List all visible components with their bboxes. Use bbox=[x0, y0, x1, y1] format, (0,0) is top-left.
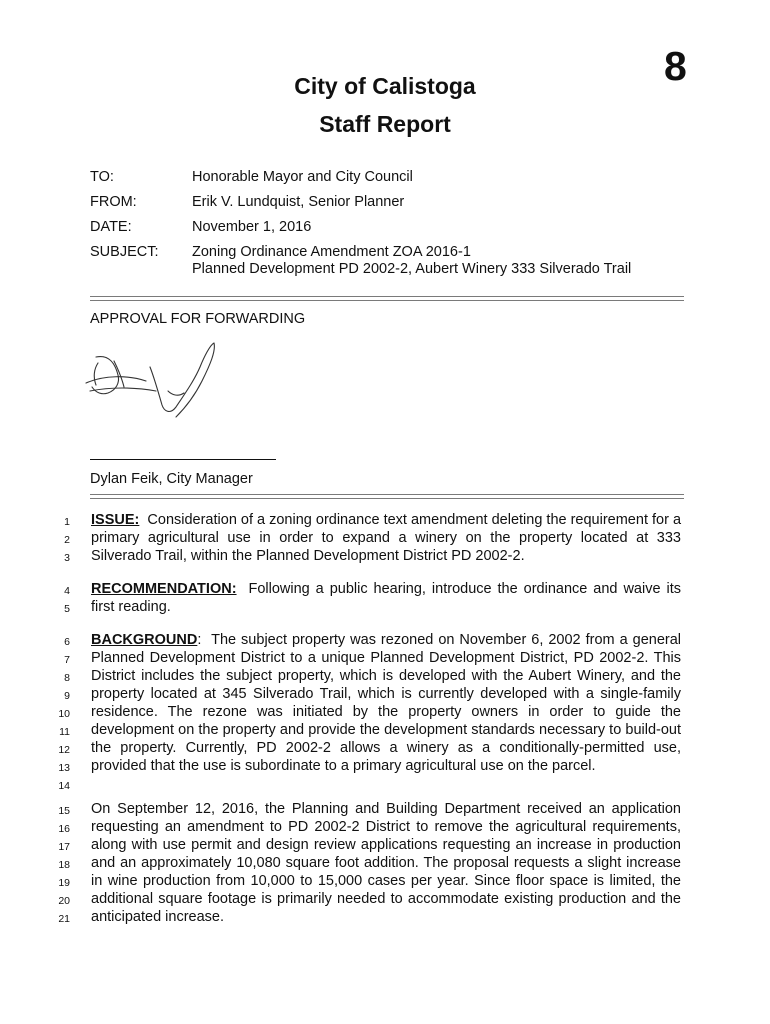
application-text: On September 12, 2016, the Planning and Building Department received an application requesting an amendment to PD 2002-2 District to remove the agricultural requirements, along with use permit and design review applications requesting an increase in production and an approximately 10,080 square foot addition. The proposal requests a slight increase in wine production from 10,000 to 15,000 cases per year. Since floor space is limited, the additional square footage is primarily needed to accommodate existing production and the anticipated increase. bbox=[91, 801, 681, 925]
approval-divider-bottom bbox=[90, 498, 684, 499]
line-number: 6 bbox=[64, 636, 70, 648]
approval-divider-top bbox=[90, 494, 684, 495]
line-number: 20 bbox=[58, 895, 70, 907]
header-divider-top bbox=[90, 296, 684, 297]
signature-line bbox=[90, 459, 276, 460]
memo-subject-line-2: Planned Development PD 2002-2, Aubert Winery 333 Silverado Trail bbox=[192, 261, 632, 277]
memo-from-value: Erik V. Lundquist, Senior Planner bbox=[192, 194, 405, 210]
issue-paragraph bbox=[91, 511, 681, 565]
line-number: 8 bbox=[64, 672, 70, 684]
memo-to-label: TO: bbox=[90, 169, 114, 185]
line-number: 14 bbox=[58, 780, 70, 792]
line-number: 11 bbox=[59, 726, 70, 738]
line-number: 1 bbox=[64, 516, 70, 528]
line-numbers-issue bbox=[52, 513, 70, 567]
line-number: 9 bbox=[64, 690, 70, 702]
issue-heading: ISSUE: bbox=[91, 512, 140, 528]
recommendation-heading: RECOMMENDATION: bbox=[91, 581, 237, 597]
line-numbers-application bbox=[52, 802, 70, 928]
background-heading: BACKGROUND bbox=[91, 632, 198, 648]
line-number: 18 bbox=[58, 859, 70, 871]
application-paragraph bbox=[91, 800, 681, 926]
line-number: 15 bbox=[58, 805, 70, 817]
handwritten-signature bbox=[84, 335, 224, 425]
line-number: 21 bbox=[58, 913, 70, 925]
background-paragraph bbox=[91, 631, 681, 775]
memo-from-label: FROM: bbox=[90, 194, 137, 210]
line-numbers-recommendation bbox=[52, 582, 70, 618]
line-number: 4 bbox=[64, 585, 70, 597]
background-heading-colon: : bbox=[197, 632, 202, 648]
line-number: 5 bbox=[64, 603, 70, 615]
agenda-item-number: 8 bbox=[664, 43, 687, 89]
memo-to-value: Honorable Mayor and City Council bbox=[192, 169, 413, 185]
background-text: The subject property was rezoned on November 6, 2002 from a general Planned Development District to a unique Planned Development District, PD 2002-2. This District includes the subject property, which is developed with the Aubert Winery, and the property located at 345 Silverado Trail, which is currently developed with a single-family residence. The rezone was initiated by the property owners in order to guide the development on the property and provide the development standards necessary to build-out the property. Currently, PD 2002-2 allows a winery as a conditionally-permitted use, provided that the use is subordinate to a primary agricultural use on the parcel. bbox=[91, 632, 682, 774]
memo-date-value: November 1, 2016 bbox=[192, 219, 312, 235]
approval-heading: APPROVAL FOR FORWARDING bbox=[90, 311, 306, 327]
line-number: 16 bbox=[58, 823, 70, 835]
report-subtitle: Staff Report bbox=[319, 111, 451, 137]
header-divider-bottom bbox=[90, 300, 684, 301]
city-manager-name: Dylan Feik, City Manager bbox=[90, 471, 253, 487]
recommendation-paragraph bbox=[91, 580, 681, 616]
line-number: 2 bbox=[64, 534, 70, 546]
line-number: 10 bbox=[58, 708, 70, 720]
issue-text: Consideration of a zoning ordinance text amendment deleting the requirement for a primary agricultural use in order to expand a winery on the property located at 333 Silverado Trail, within the Planned Development District PD 2002-2. bbox=[91, 512, 682, 564]
line-number: 7 bbox=[64, 654, 70, 666]
memo-subject-value bbox=[192, 244, 631, 278]
memo-date-label: DATE: bbox=[90, 219, 132, 235]
line-numbers-background bbox=[52, 633, 70, 795]
line-number: 12 bbox=[58, 744, 70, 756]
line-number: 13 bbox=[58, 762, 70, 774]
line-number: 3 bbox=[64, 552, 70, 564]
line-number: 17 bbox=[58, 841, 70, 853]
memo-subject-line-1: Zoning Ordinance Amendment ZOA 2016-1 bbox=[192, 244, 471, 260]
line-number: 19 bbox=[58, 877, 70, 889]
recommendation-text: Following a public hearing, introduce the ordinance and waive its first reading. bbox=[91, 581, 681, 615]
report-title: City of Calistoga bbox=[294, 73, 476, 99]
memo-subject-label: SUBJECT: bbox=[90, 244, 159, 260]
